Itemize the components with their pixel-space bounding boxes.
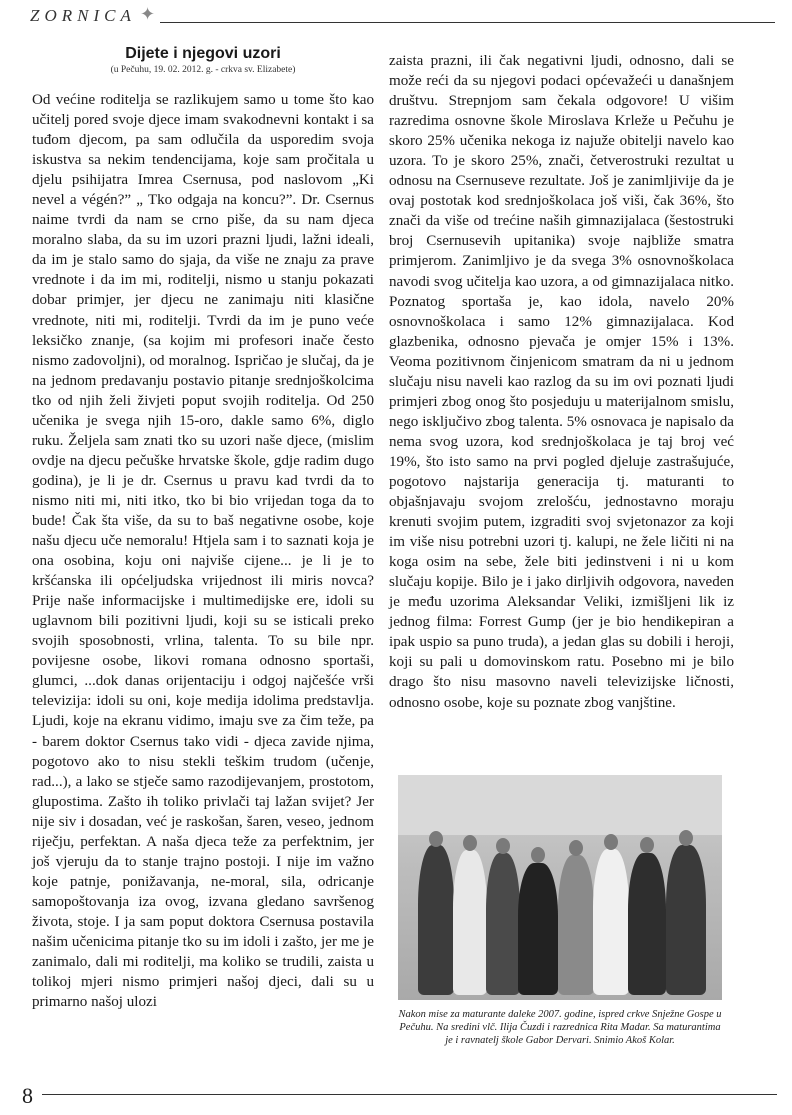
article-body-left: Od većine roditelja se razlikujem samo u tome što kao učitelj pored svoje djece imam svakodnevni kontakt i sa tuđom djecom, pa sam odlučila da usporedim svoja iskustva sa nekim tendencijama, koje sam pročitala u djelu psihijatra Imrea Csernusa, pod naslovom „Ki nevel a végén?” „ Tko odgaja na koncu?”. Dr. Csernus naime tvrdi da nam se crno piše, da su nam djeca moralno slaba, da su im uzori prazni ljudi, lažni ideali, da im je stalo samo do sjaja, da više ne znaju za prave vrednote i da im mi, roditelji, nismo u stanju pokazati dobar primjer, jer djecu ne zanimaju niti klasične vrednote, niti mi, roditelji. Tvrdi da im je puno veće leksičko znanje, (sa kojim mi profesori inače često nismo zadovoljni), od moralnog. Ispričao je slučaj, da je na jednom predavanju postavio pitanje srednjoškolcima tko od njih želi živjeti poput svojih roditelja. Od 250 učenika je svega njih 15-oro, dakle samo 6%, diglo ruku. Željela sam znati tko su uzori naše djece, (mislim ovdje na djecu pečuške hrvatske škole, gdje radim dugo godina), je li je dr. Csernus u pravu kad tvrdi da to nismo niti mi, niti itko, tko bi bio vrijedan toga da to bude! Čak šta više, da su to baš negativne osobe, koje našu djecu uče nemoralu! Htjela sam i to saznati koja je ona osobina, koju oni najviše cijene... je li je to kršćanska ili općeljudska vrijednost ili miris novca? Prije naše informacijske i multimedijske ere, idoli su uglavnom bili pozitivni ljudi, koji su se isticali preko svojih sposobnosti, vrlina, talenta. To su bile npr. povijesne osobe, likovi romana odnosno sportaši, glumci, ...dok danas orijentaciju i odgoj najčešće vrši televizija: idoli su oni, koje medija idolima predstavlja. Ljudi, koje na ekranu vidimo, imaju sve za čim teže, pa - barem doktor Csernus tako vidi - djeca zavide njima, pogotovo ako to nisu stekli teškim trudom (učenje, rad...), a lako se stječe samo razodijevanjem, prostotom, glupostima. Zašto ih toliko privlači taj lažan svijet? Jer nije siv i dosadan, već je raskošan, šaren, veseo, jednom riječju, perfektan. A naša djeca teže za perfektnim, jer još vjeruju da to stanje trajno postoji. I nije im važno koje patnje, ponižavanja, ne-moral, sila, odricanje samopoštovanja iza ovog, izvana gledano savršenog života, stoje. I ja sam poput doktora Csernusa postavila našim učenicima pitanje tko su im idoli i zašto, jer me je zanimalo, dali mi roditelji, ma koliko se trudili, zaista u tolikoj mjeri nismo primjeri našoj djeci, dali su u primarno našoj ulozi (32, 92, 374, 1011)
star-icon: ✦ (140, 4, 161, 24)
footer-divider (42, 1094, 777, 1095)
header-divider (160, 22, 775, 23)
photo-caption: Nakon mise za maturante daleke 2007. godine, ispred crkve Snježne Gospe u Pečuhu. Na sredini vlč. Ilija Čuzdi i razrednica Rita Madar. Sa maturantima je i ravnatelj škole Gabor Dervari. Snimio Akoš Kolar. (398, 1009, 722, 1046)
article-body-right: zaista prazni, ili čak negativni ljudi, odnosno, dali se može reći da su njegovi podaci općevažeći u današnjem društvu. Strepnjom sam čekala odgovore! U višim razredima osnovne škole Miroslava Krleže u Pečuhu je skoro 25% učenika nekoga iz najuže obitelji navelo kao uzora. To je skoro 25%, znači, četverostruki rezultat u odnosu na Csernuseve rezultate. Još je zanimljivije da je ovaj postotak kod srednjoškolaca još viši, čak 36%, što znači da više od trećine naših gimnazijalaca (šestostruki broj Csernusevih upitanika) svoje najbliže smatra primjerom. Zanimljivo je da svega 3% osnovnoškolaca navodi svog učitelja kao uzora, a od gimnazijalaca nitko. Poznatog sportaša je, kao idola, navelo 20% osnovnoškolaca i samo 12% gimnazijalaca. Kod glazbenika, odnosno pjevača je omjer 15% i 13%. Veoma pozitivnom činjenicom smatram da ni u jednom slučaju nisu naveli kao razlog da su im ovi poznati ljudi primjeri zbog onog što posjeduju u materijalnom smislu, nego isključivo zbog talenta. 5% osnovaca je napisalo da nema svog uzora, kod srednjoškolaca je taj broj već 19%, što isto samo na prvi pogled djeluje zastrašujuće, pogotovo najstarija generacija tj. maturanti to objašnjavaju svojom zrelošću, jednostavno moraju krenuti svojim putem, izgraditi svoj svjetonazor za koji im više nisu potrebni uzori tj. kalupi, ne žele ličiti ni na koga osim na sebe, žele biti jedinstveni i ni u kom slučaju kopije. Bilo je i jako dirljivih odgovora, naveden je među uzorima Aleksandar Veliki, izmišljeni lik iz jednog filma: Forrest Gump (jer je bio hendikepiran a ipak uspio sa puno truda), a jedan glas su dobili i heroji, koji su pali u domovinskom ratu. Posebno mi je bilo drago što nisu masovno naveli televizijske ličnosti, odnosno osobe, koje su poznate zbog vanjštine. (389, 53, 734, 711)
article-left-column (32, 44, 374, 1012)
magazine-logo (30, 6, 160, 36)
article-subtitle: (u Pečuhu, 19. 02. 2012. g. - crkva sv. Elizabete) (110, 65, 296, 75)
page-number: 8 (22, 1083, 33, 1108)
article-title: Dijete i njegovi uzori (125, 45, 281, 62)
logo-text: ZORNICA (30, 6, 136, 25)
article-right-column (389, 51, 734, 713)
group-photo (398, 775, 722, 1000)
